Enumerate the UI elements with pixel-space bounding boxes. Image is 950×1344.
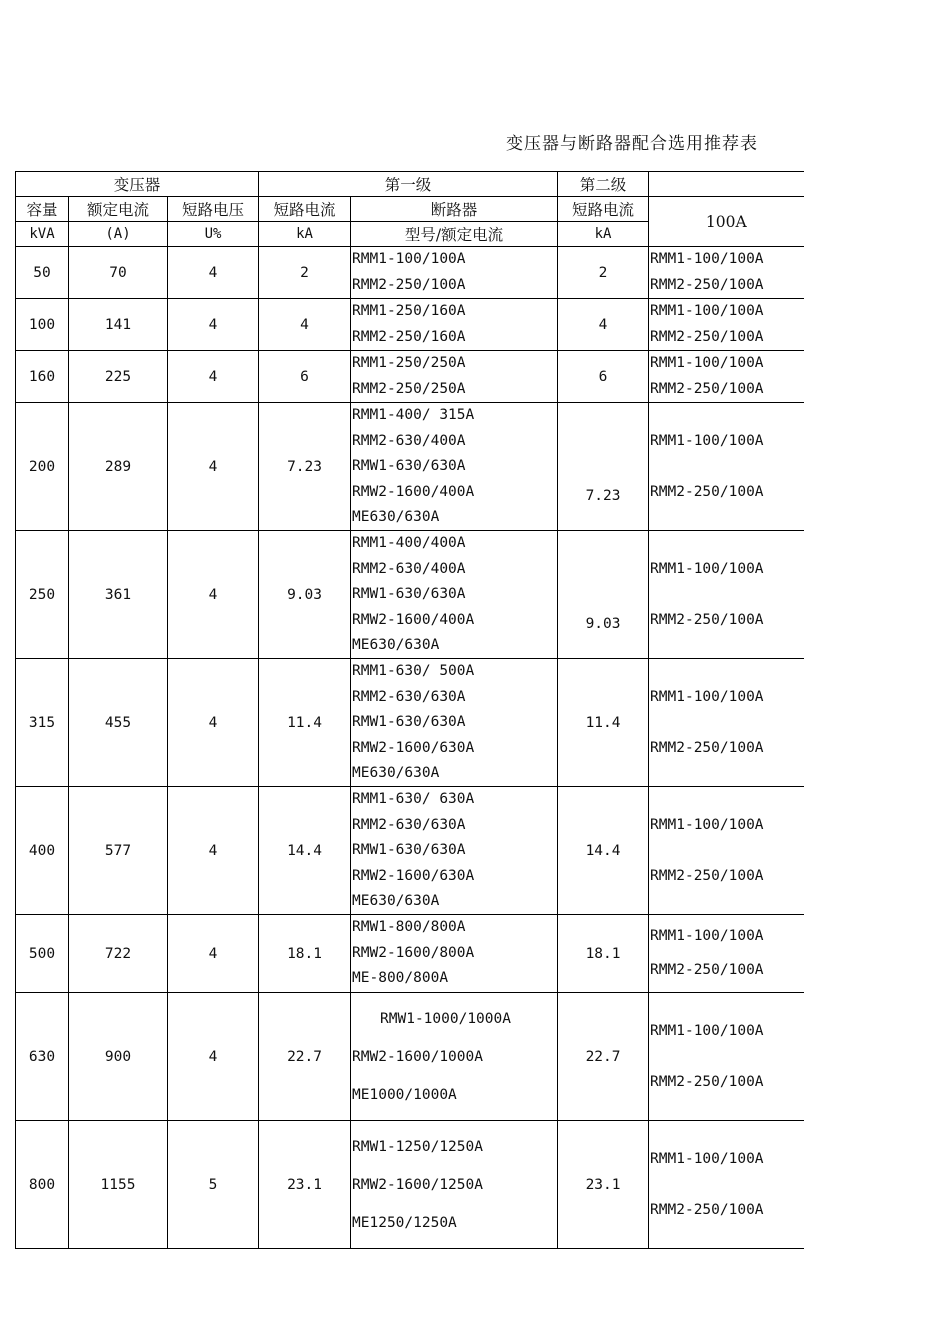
rated-current-cell: 70 <box>69 247 168 299</box>
breaker-model: RMM1-630/ 630A <box>352 791 475 807</box>
breaker-model: ME1250/1250A <box>352 1214 457 1231</box>
short-voltage-cell: 4 <box>168 299 259 351</box>
breaker-model: RMW1-630/630A <box>352 586 466 602</box>
short-current-2-cell: 7.23 <box>558 403 649 531</box>
group-transformer: 变压器 <box>16 172 259 197</box>
breaker-model: RMW1-1000/1000A <box>380 1010 511 1027</box>
capacity-cell: 250 <box>16 531 69 659</box>
breaker-model: RMW2-1600/400A <box>352 483 475 500</box>
short-current-1-cell: 18.1 <box>259 915 351 993</box>
table-row <box>16 787 804 915</box>
selection-table <box>15 171 804 1249</box>
table-row <box>16 531 804 659</box>
table-row <box>16 247 804 299</box>
breaker-cell <box>351 787 558 915</box>
short-current-1-cell: 6 <box>259 351 351 403</box>
table-row <box>16 351 804 403</box>
breaker-model: RMW1-630/630A <box>352 458 466 474</box>
short-current-2-cell: 2 <box>558 247 649 299</box>
second-level-cell <box>649 659 804 787</box>
breaker-model: RMW2-1600/800A <box>352 944 475 961</box>
second-level-cell <box>649 787 804 915</box>
second-level-model: RMM2-250/100A <box>650 1073 764 1090</box>
breaker-model: RMW1-1250/1250A <box>352 1138 483 1155</box>
breaker-model: RMM1-250/250A <box>352 355 466 371</box>
short-voltage-cell: 4 <box>168 787 259 915</box>
breaker-model: ME630/630A <box>352 509 440 525</box>
second-level-cell <box>649 247 804 299</box>
col-rated-current: 额定电流 <box>69 197 168 222</box>
breaker-model: RMW1-630/630A <box>352 842 466 858</box>
breaker-model: RMM1-400/400A <box>352 535 466 551</box>
capacity-cell: 160 <box>16 351 69 403</box>
capacity-cell: 630 <box>16 993 69 1121</box>
breaker-model: RMM1-100/100A <box>352 251 466 267</box>
breaker-model: RMW2-1600/630A <box>352 867 475 884</box>
second-level-model: RMM1-100/100A <box>650 355 764 371</box>
capacity-cell: 200 <box>16 403 69 531</box>
capacity-cell: 800 <box>16 1121 69 1249</box>
second-level-model: RMM1-100/100A <box>650 1150 764 1167</box>
short-voltage-cell: 4 <box>168 915 259 993</box>
breaker-cell <box>351 993 558 1121</box>
breaker-model: RMM1-250/160A <box>352 303 466 319</box>
breaker-model: RMW2-1600/1250A <box>352 1176 483 1193</box>
unit-short-current-2: kA <box>558 222 649 247</box>
second-level-model: RMM2-250/100A <box>650 483 764 500</box>
rated-current-cell: 225 <box>69 351 168 403</box>
header-row-groups <box>16 172 804 197</box>
second-level-cell <box>649 531 804 659</box>
short-current-2-cell: 4 <box>558 299 649 351</box>
second-level-model: RMM2-250/100A <box>650 867 764 884</box>
short-current-2-cell: 11.4 <box>558 659 649 787</box>
short-current-1-cell: 22.7 <box>259 993 351 1121</box>
short-voltage-cell: 4 <box>168 247 259 299</box>
second-level-model: RMM2-250/100A <box>650 380 764 397</box>
rated-current-cell: 722 <box>69 915 168 993</box>
breaker-cell <box>351 351 558 403</box>
second-level-model: RMM1-100/100A <box>650 927 764 944</box>
group-level1: 第一级 <box>259 172 558 197</box>
breaker-cell <box>351 299 558 351</box>
short-current-2-cell: 22.7 <box>558 993 649 1121</box>
short-current-1-cell: 7.23 <box>259 403 351 531</box>
col-short-voltage: 短路电压 <box>168 197 259 222</box>
rated-current-cell: 289 <box>69 403 168 531</box>
short-current-2-cell: 6 <box>558 351 649 403</box>
col-short-current-1: 短路电流 <box>259 197 351 222</box>
second-level-cell <box>649 403 804 531</box>
breaker-model: RMM2-630/400A <box>352 560 466 577</box>
table-row <box>16 1121 804 1249</box>
second-level-cell <box>649 915 804 993</box>
second-level-model: RMM1-100/100A <box>650 432 764 449</box>
breaker-model: ME-800/800A <box>352 970 449 987</box>
second-level-model: RMM2-250/100A <box>650 611 764 628</box>
breaker-model: RMW2-1600/1000A <box>352 1048 483 1065</box>
breaker-model: RMM2-250/160A <box>352 328 466 345</box>
rated-current-cell: 577 <box>69 787 168 915</box>
breaker-model: ME630/630A <box>352 637 440 653</box>
breaker-model: RMM2-630/400A <box>352 432 466 449</box>
short-current-1-cell: 23.1 <box>259 1121 351 1249</box>
second-level-model: RMM1-100/100A <box>650 1022 764 1039</box>
table-row <box>16 993 804 1121</box>
short-voltage-cell: 5 <box>168 1121 259 1249</box>
unit-short-voltage: U% <box>168 222 259 247</box>
rated-current-cell: 1155 <box>69 1121 168 1249</box>
second-level-model: RMM2-250/100A <box>650 328 764 345</box>
table-row <box>16 915 804 993</box>
capacity-cell: 500 <box>16 915 69 993</box>
breaker-model: RMM2-630/630A <box>352 688 466 705</box>
breaker-cell <box>351 659 558 787</box>
second-level-model: RMM1-100/100A <box>650 816 764 833</box>
breaker-model: RMM1-630/ 500A <box>352 663 475 679</box>
group-empty <box>649 172 804 197</box>
table-row <box>16 299 804 351</box>
breaker-model: ME630/630A <box>352 765 440 781</box>
breaker-cell <box>351 247 558 299</box>
breaker-model: RMM2-250/100A <box>352 276 466 293</box>
short-voltage-cell: 4 <box>168 351 259 403</box>
second-level-cell <box>649 993 804 1121</box>
breaker-model: ME630/630A <box>352 893 440 909</box>
breaker-model: RMM1-400/ 315A <box>352 407 475 423</box>
rated-current-cell: 361 <box>69 531 168 659</box>
capacity-cell: 315 <box>16 659 69 787</box>
capacity-cell: 50 <box>16 247 69 299</box>
breaker-model: RMW2-1600/400A <box>352 611 475 628</box>
short-current-1-cell: 9.03 <box>259 531 351 659</box>
short-current-2-cell: 9.03 <box>558 531 649 659</box>
second-level-cell <box>649 351 804 403</box>
second-level-cell <box>649 1121 804 1249</box>
unit-breaker: 型号/额定电流 <box>351 222 558 247</box>
short-voltage-cell: 4 <box>168 659 259 787</box>
short-voltage-cell: 4 <box>168 993 259 1121</box>
page-title: 变压器与断路器配合选用推荐表 <box>506 134 758 154</box>
short-current-1-cell: 2 <box>259 247 351 299</box>
short-current-2-cell: 14.4 <box>558 787 649 915</box>
breaker-model: RMW1-800/800A <box>352 919 466 936</box>
col-100a: 100A <box>649 197 804 247</box>
breaker-cell <box>351 1121 558 1249</box>
breaker-model: RMW2-1600/630A <box>352 739 475 756</box>
unit-capacity: kVA <box>16 222 69 247</box>
second-level-model: RMM1-100/100A <box>650 251 764 267</box>
second-level-model: RMM1-100/100A <box>650 560 764 577</box>
short-voltage-cell: 4 <box>168 531 259 659</box>
rated-current-cell: 900 <box>69 993 168 1121</box>
col-breaker: 断路器 <box>351 197 558 222</box>
breaker-model: ME1000/1000A <box>352 1086 457 1103</box>
unit-rated-current: (A) <box>69 222 168 247</box>
rated-current-cell: 141 <box>69 299 168 351</box>
col-short-current-2: 短路电流 <box>558 197 649 222</box>
unit-short-current-1: kA <box>259 222 351 247</box>
table-row <box>16 403 804 531</box>
second-level-model: RMM2-250/100A <box>650 739 764 756</box>
second-level-model: RMM2-250/100A <box>650 276 764 293</box>
group-level2: 第二级 <box>558 172 649 197</box>
short-current-1-cell: 11.4 <box>259 659 351 787</box>
col-capacity: 容量 <box>16 197 69 222</box>
second-level-model: RMM2-250/100A <box>650 1201 764 1218</box>
second-level-cell <box>649 299 804 351</box>
short-current-1-cell: 14.4 <box>259 787 351 915</box>
breaker-cell <box>351 915 558 993</box>
header-row-columns <box>16 197 804 222</box>
breaker-model: RMW1-630/630A <box>352 714 466 730</box>
breaker-cell <box>351 403 558 531</box>
rated-current-cell: 455 <box>69 659 168 787</box>
second-level-model: RMM2-250/100A <box>650 961 764 978</box>
short-current-2-cell: 18.1 <box>558 915 649 993</box>
short-voltage-cell: 4 <box>168 403 259 531</box>
capacity-cell: 100 <box>16 299 69 351</box>
second-level-model: RMM1-100/100A <box>650 303 764 319</box>
breaker-model: RMM2-630/630A <box>352 816 466 833</box>
short-current-1-cell: 4 <box>259 299 351 351</box>
capacity-cell: 400 <box>16 787 69 915</box>
second-level-model: RMM1-100/100A <box>650 688 764 705</box>
breaker-model: RMM2-250/250A <box>352 380 466 397</box>
table-row <box>16 659 804 787</box>
short-current-2-cell: 23.1 <box>558 1121 649 1249</box>
breaker-cell <box>351 531 558 659</box>
